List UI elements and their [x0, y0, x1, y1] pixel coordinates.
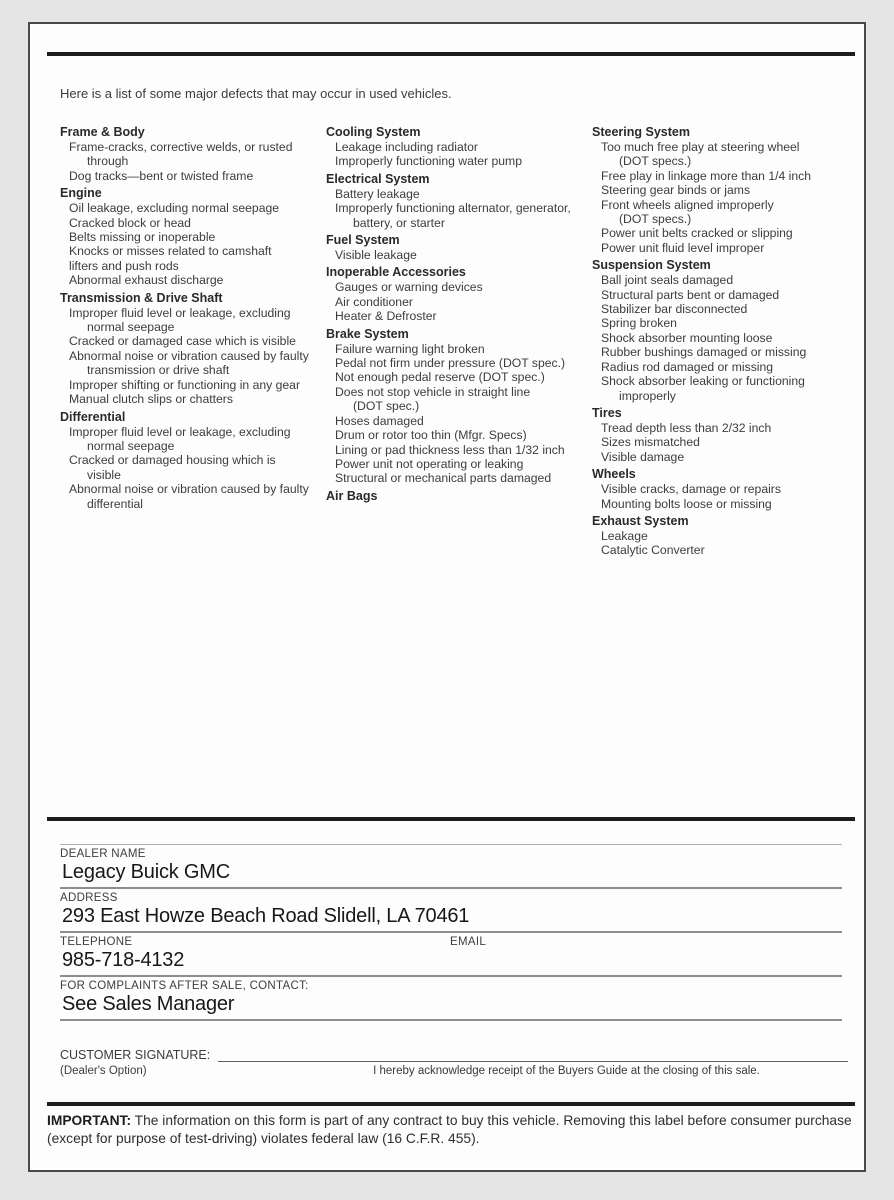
defect-section-title: Wheels — [592, 467, 636, 482]
defect-item-line: Front wheels aligned improperly — [601, 197, 774, 212]
defect-section — [326, 233, 592, 262]
defect-item-line: Steering gear binds or jams — [601, 183, 751, 198]
email-field — [450, 936, 842, 975]
acknowledgement-text: I hereby acknowledge receipt of the Buyers Guide at the closing of this sale. — [373, 1065, 760, 1077]
defect-item-line: Power unit fluid level improper — [601, 240, 765, 255]
defect-section-title: Engine — [60, 186, 102, 201]
address-label: ADDRESS — [60, 892, 118, 904]
defect-item-line: Improperly functioning alternator, generator, — [335, 201, 571, 216]
defect-item-line: Improper shifting or functioning in any gear — [69, 377, 301, 392]
defect-section-title: Fuel System — [326, 233, 400, 248]
defect-item-line: Catalytic Converter — [601, 543, 705, 558]
defect-item-line: Abnormal noise or vibration caused by faulty — [69, 348, 309, 363]
dealer-name-label: DEALER NAME — [60, 848, 146, 860]
defect-section — [326, 172, 592, 230]
defect-item-line: Improper fluid level or leakage, excluding — [69, 424, 291, 439]
defect-item-line: Abnormal noise or vibration caused by faulty — [69, 482, 309, 497]
important-text: The information on this form is part of any contract to buy this vehicle. Removing this label before consumer purchase (except for purpose of test-driving) violates federal law (16 C.F.R. 455). — [47, 1113, 852, 1146]
defect-item-line: (DOT specs.) — [619, 154, 692, 169]
defect-item-line: Improper fluid level or leakage, excluding — [69, 305, 291, 320]
defect-item-line: Drum or rotor too thin (Mfgr. Specs) — [335, 428, 527, 443]
intro-text: Here is a list of some major defects that may occur in used vehicles. — [60, 86, 452, 101]
defect-section — [592, 406, 850, 464]
customer-signature-label: CUSTOMER SIGNATURE: — [60, 1048, 211, 1062]
signature-note-row — [60, 1065, 848, 1077]
defect-item-line: normal seepage — [87, 320, 175, 335]
defect-section — [60, 186, 326, 287]
complaints-contact-label: FOR COMPLAINTS AFTER SALE, CONTACT: — [60, 980, 309, 992]
defect-section-title: Transmission & Drive Shaft — [60, 290, 223, 305]
defect-item-line: Power unit not operating or leaking — [335, 456, 524, 471]
defect-item-line: Ball joint seals damaged — [601, 273, 734, 288]
defect-section-title: Tires — [592, 405, 622, 420]
email-label: EMAIL — [450, 936, 487, 948]
defect-item-line: lifters and push rods — [69, 258, 179, 273]
defect-section-title: Electrical System — [326, 171, 430, 186]
defect-item-line: Abnormal exhaust discharge — [69, 273, 224, 288]
defect-section-title: Exhaust System — [592, 513, 689, 528]
telephone-email-row — [60, 933, 842, 977]
telephone-label: TELEPHONE — [60, 936, 133, 948]
defect-item-line: Shock absorber leaking or functioning — [601, 374, 805, 389]
dealer-name-value: Legacy Buick GMC — [62, 861, 230, 883]
defect-item-line: Tread depth less than 2/32 inch — [601, 420, 772, 435]
defect-item-line: visible — [87, 467, 121, 482]
defect-section-title: Brake System — [326, 326, 409, 341]
defect-item-line: Mounting bolts loose or missing — [601, 496, 772, 511]
defect-section — [60, 125, 326, 183]
defect-item-line: improperly — [619, 388, 676, 403]
defect-section — [592, 125, 850, 255]
defect-item-line: Leakage including radiator — [335, 140, 478, 154]
defect-section — [592, 514, 850, 558]
defect-section-title: Frame & Body — [60, 125, 145, 139]
defect-item-line: Improperly functioning water pump — [335, 154, 522, 169]
defect-item-line: Leakage — [601, 528, 648, 543]
customer-signature-line — [218, 1048, 848, 1062]
defect-section — [326, 125, 592, 169]
defect-item-line: Air conditioner — [335, 294, 413, 309]
defect-item-line: Belts missing or inoperable — [69, 230, 216, 245]
defect-item-line: Cracked block or head — [69, 215, 191, 230]
defect-section-title: Cooling System — [326, 125, 421, 139]
defect-item-line: Rubber bushings damaged or missing — [601, 345, 807, 360]
defect-item-line: (DOT spec.) — [353, 399, 420, 414]
defect-item-line: Too much free play at steering wheel — [601, 140, 800, 154]
defect-column — [60, 122, 326, 561]
defect-item-line: Shock absorber mounting loose — [601, 330, 773, 345]
defect-item-line: Power unit belts cracked or slipping — [601, 226, 793, 241]
defect-item-line: Lining or pad thickness less than 1/32 inch — [335, 442, 565, 457]
defect-column — [326, 122, 592, 561]
defect-item-line: Does not stop vehicle in straight line — [335, 384, 531, 399]
defect-section — [592, 258, 850, 403]
defect-item-line: Structural parts bent or damaged — [601, 287, 780, 302]
defects-columns — [60, 122, 850, 561]
defect-item-line: battery, or starter — [353, 215, 445, 230]
defect-section — [60, 291, 326, 407]
defect-item-line: Cracked or damaged case which is visible — [69, 334, 296, 349]
defect-section — [60, 410, 326, 511]
telephone-value: 985-718-4132 — [62, 949, 185, 971]
defect-item-line: Cracked or damaged housing which is — [69, 453, 276, 468]
defect-section-title: Steering System — [592, 125, 690, 139]
defect-item-line: Gauges or warning devices — [335, 280, 483, 295]
defect-item-line: Visible leakage — [335, 248, 417, 263]
defect-item-line: Not enough pedal reserve (DOT spec.) — [335, 370, 545, 385]
defect-item-line: Dog tracks—bent or twisted frame — [69, 168, 254, 183]
defect-section — [326, 327, 592, 486]
defect-section-title: Air Bags — [326, 488, 378, 503]
complaints-contact-value: See Sales Manager — [62, 993, 235, 1015]
address-value: 293 East Howze Beach Road Slidell, LA 70461 — [62, 905, 470, 927]
defect-item-line: through — [87, 154, 129, 169]
defect-section-title: Inoperable Accessories — [326, 265, 466, 280]
dealers-option-label: (Dealer's Option) — [60, 1065, 147, 1077]
defect-item-line: Manual clutch slips or chatters — [69, 392, 233, 407]
defect-section-title: Suspension System — [592, 258, 711, 273]
defect-item-line: Heater & Defroster — [335, 309, 437, 324]
dealer-name-row — [60, 845, 842, 889]
defect-item-line: Free play in linkage more than 1/4 inch — [601, 168, 812, 183]
defect-item-line: Pedal not firm under pressure (DOT spec.) — [335, 356, 566, 371]
defect-item-line: Battery leakage — [335, 186, 420, 201]
defect-section — [326, 489, 592, 504]
middle-divider-rule — [47, 817, 855, 821]
defect-item-line: Visible damage — [601, 449, 685, 464]
defect-item-line: differential — [87, 496, 144, 511]
top-divider-rule — [47, 52, 855, 56]
important-note — [47, 1112, 853, 1148]
defect-item-line: Failure warning light broken — [335, 341, 485, 356]
bottom-divider-rule — [47, 1102, 855, 1106]
defect-section — [592, 467, 850, 511]
defect-item-line: Frame-cracks, corrective welds, or rusted — [69, 140, 293, 154]
dealer-form — [60, 844, 842, 1021]
address-row — [60, 889, 842, 933]
defect-item-line: Stabilizer bar disconnected — [601, 302, 748, 317]
defect-item-line: (DOT specs.) — [619, 212, 692, 227]
defect-item-line: Visible cracks, damage or repairs — [601, 482, 781, 497]
defect-item-line: Oil leakage, excluding normal seepage — [69, 201, 280, 216]
complaints-contact-row — [60, 977, 842, 1021]
defect-section-title: Differential — [60, 409, 126, 424]
defect-item-line: transmission or drive shaft — [87, 363, 230, 378]
signature-row — [60, 1048, 848, 1062]
important-label: IMPORTANT: — [47, 1113, 132, 1128]
signature-section — [60, 1048, 848, 1077]
defect-item-line: Spring broken — [601, 316, 677, 331]
defect-item-line: Structural or mechanical parts damaged — [335, 471, 552, 486]
defect-item-line: Hoses damaged — [335, 413, 424, 428]
defect-item-line: Radius rod damaged or missing — [601, 359, 774, 374]
telephone-field — [60, 936, 450, 975]
buyers-guide-page — [28, 22, 866, 1172]
defect-column — [592, 122, 850, 561]
defect-item-line: Knocks or misses related to camshaft — [69, 244, 272, 259]
defect-item-line: Sizes mismatched — [601, 435, 700, 450]
defect-item-line: normal seepage — [87, 438, 175, 453]
defect-section — [326, 265, 592, 323]
